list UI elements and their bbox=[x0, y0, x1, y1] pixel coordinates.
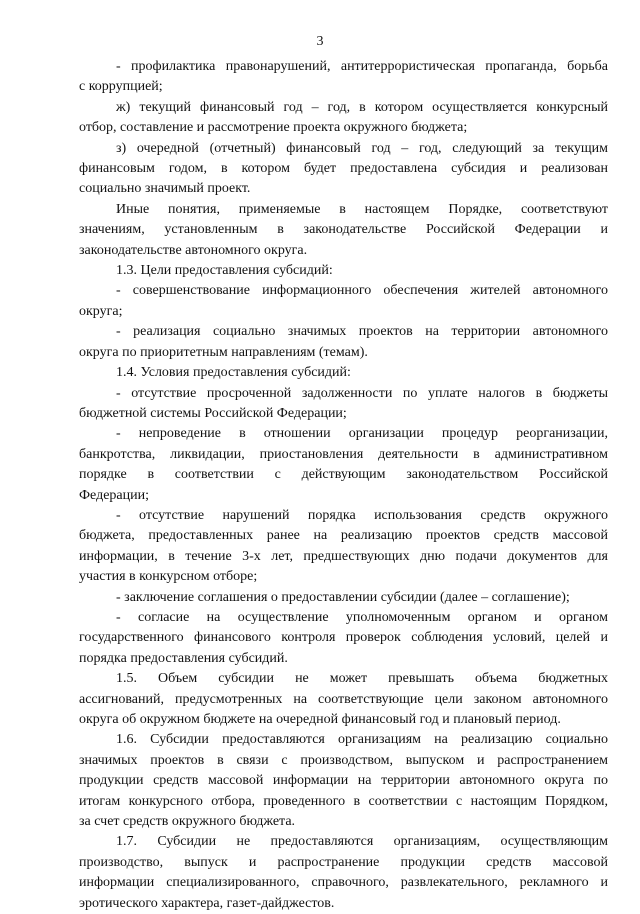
paragraph bbox=[79, 588, 608, 608]
paragraph bbox=[79, 139, 608, 200]
text-line: округа; bbox=[79, 303, 123, 319]
text-line: с коррупцией; bbox=[79, 79, 163, 95]
text-line: 1.5. Объем субсидии не может превышать объема бюджетных bbox=[116, 671, 608, 687]
text-line: бюджета, предоставленных ранее на реализацию проектов средств массовой bbox=[79, 528, 608, 544]
text-line: - заключение соглашения о предоставлении субсидии (далее – соглашение); bbox=[116, 589, 570, 605]
text-line: 1.6. Субсидии предоставляются организациям на реализацию социально bbox=[116, 732, 608, 748]
text-line: информации, в течение 3-х лет, предшествующих дню подачи документов для bbox=[79, 548, 608, 564]
text-line: - совершенствование информационного обеспечения жителей автономного bbox=[116, 283, 608, 299]
text-line: бюджетной системы Российской Федерации; bbox=[79, 405, 347, 421]
text-line: финансовым годом, в котором будет предоставлена субсидия и реализован bbox=[79, 161, 608, 177]
paragraph bbox=[79, 669, 608, 730]
paragraph bbox=[79, 322, 608, 363]
text-line: итогам конкурсного отбора, проведенного в соответствии с настоящим Порядком, bbox=[79, 793, 608, 809]
text-line: 1.3. Цели предоставления субсидий: bbox=[116, 263, 333, 279]
paragraph bbox=[79, 200, 608, 261]
text-line: - согласие на осуществление уполномоченным органом и органом bbox=[116, 609, 608, 625]
paragraph bbox=[79, 363, 608, 383]
paragraph bbox=[79, 384, 608, 425]
paragraph bbox=[79, 832, 608, 914]
paragraph bbox=[79, 608, 608, 669]
text-line: 1.4. Условия предоставления субсидий: bbox=[116, 365, 351, 381]
text-line: эротического характера, газет-дайджестов. bbox=[79, 895, 335, 911]
paragraph bbox=[79, 57, 608, 98]
text-line: порядка предоставления субсидий. bbox=[79, 650, 288, 666]
text-line: государственного финансового контроля проверок соблюдения условий, целей и bbox=[79, 630, 608, 646]
paragraph bbox=[79, 424, 608, 506]
text-line: округа по приоритетным направлениям (темам). bbox=[79, 344, 368, 360]
text-line: ассигнований, предусмотренных на соответствующие цели законом автономного bbox=[79, 691, 608, 707]
document-body bbox=[79, 57, 608, 914]
text-line: - реализация социально значимых проектов на территории автономного bbox=[116, 324, 608, 340]
text-line: - непроведение в отношении организации процедур реорганизации, bbox=[116, 426, 608, 442]
paragraph bbox=[79, 281, 608, 322]
text-line: порядке в соответствии с действующим законодательством Российской bbox=[79, 467, 608, 483]
text-line: социально значимый проект. bbox=[79, 181, 251, 197]
text-line: Федерации; bbox=[79, 487, 150, 503]
page-number: 3 bbox=[316, 34, 324, 49]
text-line: - профилактика правонарушений, антитеррористическая пропаганда, борьба bbox=[116, 59, 608, 74]
text-line: значениям, установленным в законодательстве Российской Федерации и bbox=[79, 222, 608, 238]
text-line: законодательстве автономного округа. bbox=[79, 242, 308, 258]
text-line: ж) текущий финансовый год – год, в котором осуществляется конкурсный bbox=[116, 99, 608, 115]
paragraph bbox=[79, 506, 608, 588]
text-line: банкротства, ликвидации, приостановления деятельности в административном bbox=[79, 446, 608, 462]
text-line: округа об окружном бюджете на очередной финансовый год и плановый период. bbox=[79, 712, 561, 727]
paragraph bbox=[79, 261, 608, 281]
text-line: за счет средств окружного бюджета. bbox=[79, 814, 296, 830]
text-line: - отсутствие просроченной задолженности по уплате налогов в бюджеты bbox=[116, 385, 608, 401]
text-line: - отсутствие нарушений порядка использования средств окружного bbox=[116, 507, 608, 523]
text-line: продукции средств массовой информации на территории автономного округа по bbox=[79, 773, 608, 789]
paragraph bbox=[79, 730, 608, 832]
text-line: участия в конкурсном отборе; bbox=[79, 569, 258, 585]
text-line: Иные понятия, применяемые в настоящем Порядке, соответствуют bbox=[116, 201, 608, 217]
text-line: значимых проектов в связи с производством, выпуском и распространением bbox=[79, 752, 608, 768]
text-line: информации специализированного, справочного, развлекательного, рекламного и bbox=[79, 875, 608, 891]
text-line: з) очередной (отчетный) финансовый год – год, следующий за текущим bbox=[116, 140, 608, 156]
text-line: отбор, составление и рассмотрение проекта окружного бюджета; bbox=[79, 120, 468, 136]
paragraph bbox=[79, 98, 608, 139]
text-line: производство, выпуск и распространение продукции средств массовой bbox=[79, 854, 608, 870]
text-line: 1.7. Субсидии не предоставляются организациям, осуществляющим bbox=[116, 834, 608, 850]
